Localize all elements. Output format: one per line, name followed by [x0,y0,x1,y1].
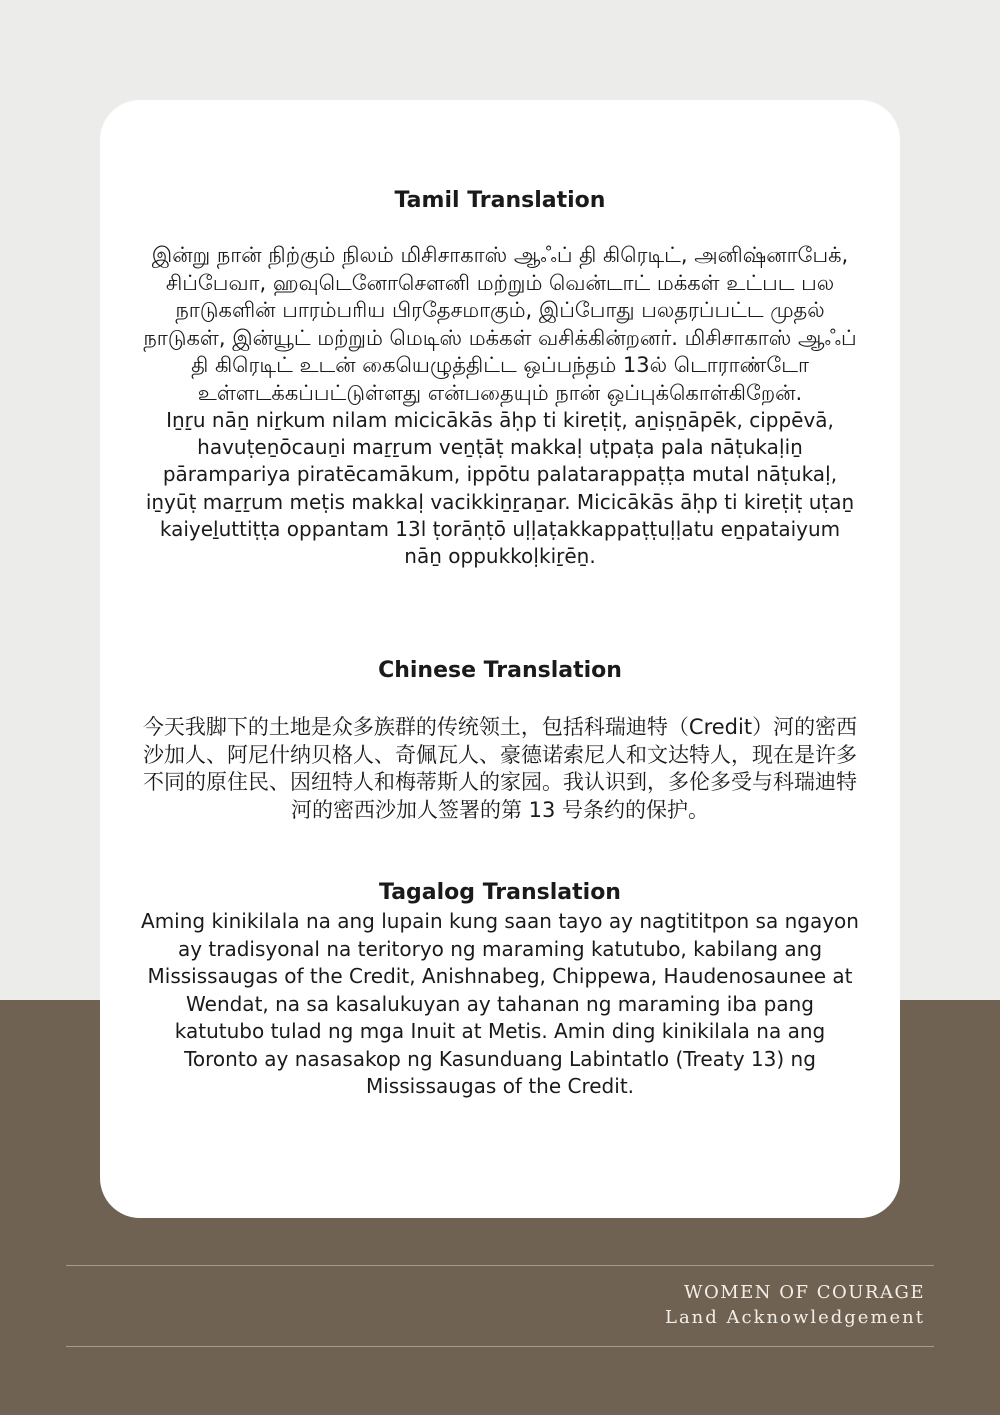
tamil-section [140,186,860,570]
tamil-text: இன்று நான் நிற்கும் நிலம் மிசிசாகாஸ் ஆஃப் தி கிரெடிட், அனிஷ்னாபேக், சிப்பேவா, ஹவுடெனோசெளனி மற்றும் வென்டாட் மக்கள் உட்பட பல நாடுகளின் பாரம்பரிய பிரதேசமாகும், இப்போது பலதரப்பட்ட முதல் நாடுகள், இன்யூட் மற்றும் மெடிஸ் மக்கள் வசிக்கின்றனர். மிசிசாகாஸ் ஆஃப் தி கிரெடிட் உடன் கையெழுத்திட்ட ஒப்பந்தம் 13ல் டொராண்டோ உள்ளடக்கப்பட்டுள்ளது என்பதையும் நான் ஒப்புக்கொள்கிறேன். [143,243,857,405]
chinese-text: 今天我脚下的土地是众多族群的传统领土，包括科瑞迪特（Credit）河的密西沙加人、阿尼什纳贝格人、奇佩瓦人、豪德诺索尼人和文达特人，现在是许多不同的原住民、因纽特人和梅蒂斯人的家园。我认识到，多伦多受与科瑞迪特河的密西沙加人签署的第 13 号条约的保护。 [142,715,858,822]
tagalog-section [140,878,860,1101]
tagalog-text: Aming kinikilala na ang lupain kung saan tayo ay nagtititpon sa ngayon ay tradisyonal na teritoryo ng maraming katutubo, kabilang ang Mississaugas of the Credit, Anishnabeg, Chippewa, Haudenosaunee at Wendat, na sa kasalukuyan ay tahanan ng maraming iba pang katutubo tulad ng mga Inuit at Metis. Amin ding kinikilala na ang Toronto ay nasasakop ng Kasunduang Labintatlo (Treaty 13) ng Mississaugas of the Credit. [141,909,859,1098]
brand-subtitle: Land Acknowledgement [665,1307,925,1328]
footer-bottom-divider [66,1346,934,1347]
tamil-heading: Tamil Translation [394,188,606,213]
tagalog-heading: Tagalog Translation [379,880,621,905]
tamil-transliteration: Iṉṟu nāṉ niṟkum nilam micicākās āḥp ti kireṭiṭ, aṉiṣṉāpēk, cippēvā, havuṭeṉōcauṉi maṟṟum veṉṭāṭ makkaḷ uṭpaṭa pala nāṭukaḷiṉ pārampariya piratēcamākum, ippōtu palatarappaṭṭa mutal nāṭukaḷ, iṉyūṭ maṟṟum meṭis makkaḷ vacikkiṉṟaṉar. Micicākās āḥp ti kireṭiṭ uṭaṉ kaiyeḻuttiṭṭa oppantam 13l ṭorāṇṭō uḷḷaṭakkappaṭṭuḷḷatu eṉpataiyum nāṉ oppukkoḷkiṟēṉ. [145,408,855,569]
footer-top-divider [66,1265,934,1266]
translation-card [100,100,900,1218]
chinese-section [140,656,860,824]
chinese-heading: Chinese Translation [378,658,622,683]
brand-title: WOMEN OF COURAGE [683,1282,925,1303]
